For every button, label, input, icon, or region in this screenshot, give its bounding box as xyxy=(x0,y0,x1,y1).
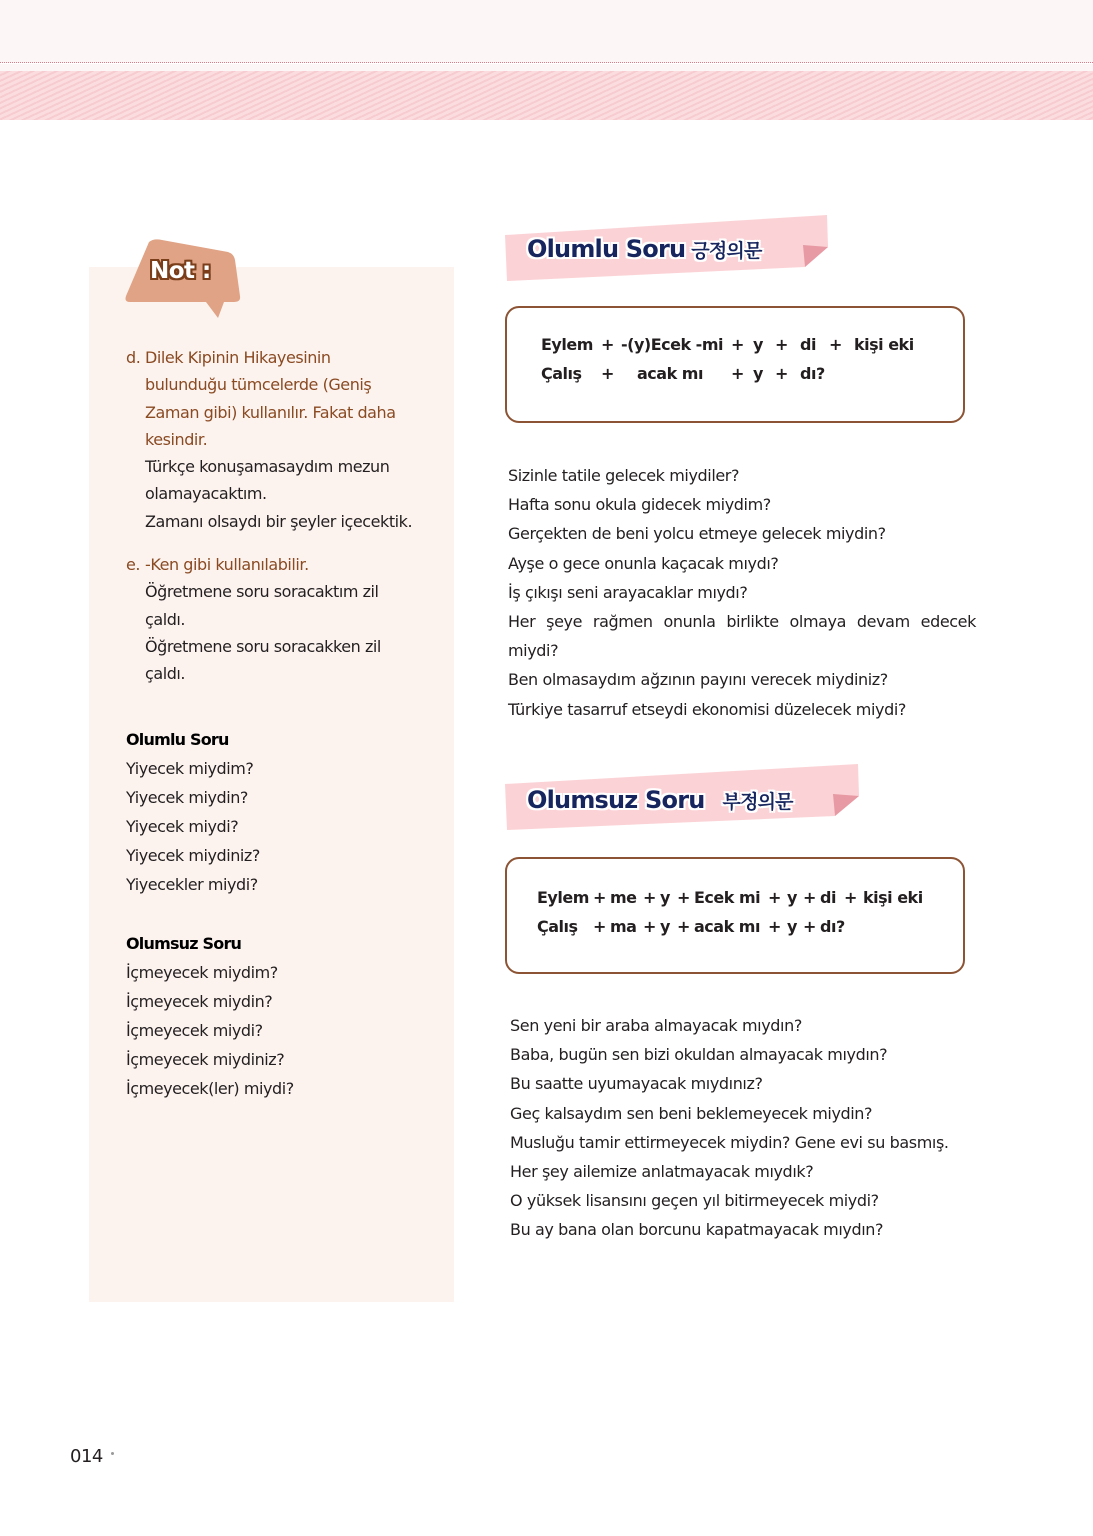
formula-term: Eylem xyxy=(537,888,589,907)
formula-plus: + xyxy=(643,888,656,907)
page-number-dot xyxy=(111,1452,114,1455)
example-sentence: Baba, bugün sen bizi okuldan almayacak mıydın? xyxy=(510,1045,888,1065)
note-example-line: Zamanı olsaydı bir şeyler içecektik. xyxy=(145,511,413,531)
note-item-e xyxy=(126,551,446,687)
formula-term: Eylem xyxy=(541,335,593,354)
formula-term: kişi eki xyxy=(863,888,923,907)
example-sentence: Her şey ailemize anlatmayacak mıydık? xyxy=(510,1162,814,1182)
formula-plus: + xyxy=(593,917,606,936)
formula-term: y xyxy=(753,335,763,354)
formula-term: Çalış xyxy=(537,917,578,936)
positive-examples xyxy=(508,461,976,724)
formula-term: kişi eki xyxy=(854,335,914,354)
formula-term: dı? xyxy=(820,917,845,936)
example-sentence: O yüksek lisansını geçen yıl bitirmeyecek miydi? xyxy=(510,1191,879,1211)
example-sentence: Ayşe o gece onunla kaçacak mıydı? xyxy=(508,553,779,573)
formula-term: y xyxy=(660,917,670,936)
note-rule-line: Zaman gibi) kullanılır. Fakat daha xyxy=(145,402,396,422)
list-item: Yiyecek miydim? xyxy=(126,759,254,778)
negative-title-ko: 부정의문 xyxy=(722,791,793,813)
list-item: Yiyecek miydi? xyxy=(126,817,239,836)
note-example-line: çaldı. xyxy=(145,609,186,629)
note-rule-line: -Ken gibi kullanılabilir. xyxy=(145,555,309,574)
formula-term: -(y)Ecek -mi xyxy=(621,335,723,354)
formula-term: Çalış xyxy=(541,364,582,383)
note-example-line: olamayacaktım. xyxy=(145,484,267,504)
formula-plus: + xyxy=(768,888,781,907)
formula-plus: + xyxy=(768,917,781,936)
note-item-d xyxy=(126,344,446,535)
note-example-line: Öğretmene soru soracaktım zil xyxy=(145,582,379,602)
list-item: İçmeyecek miydim? xyxy=(126,963,278,982)
formula-plus: + xyxy=(775,364,788,383)
negative-examples xyxy=(510,1011,978,1245)
formula-plus: + xyxy=(844,888,857,907)
formula-term: di xyxy=(820,888,836,907)
formula-plus: + xyxy=(601,364,614,383)
list-heading: Olumsuz Soru xyxy=(126,934,242,953)
formula-term: di xyxy=(800,335,816,354)
note-example-line: Öğretmene soru soracakken zil xyxy=(145,636,381,656)
formula-plus: + xyxy=(643,917,656,936)
example-sentence: Ben olmasaydım ağzının payını verecek miydiniz? xyxy=(508,670,888,690)
list-item: Yiyecekler miydi? xyxy=(126,875,258,894)
list-item: İçmeyecek miydi? xyxy=(126,1021,263,1040)
formula-plus: + xyxy=(775,335,788,354)
formula-term: dı? xyxy=(800,364,825,383)
note-title: Not : xyxy=(150,258,211,284)
note-rule-line: Dilek Kipinin Hikayesinin xyxy=(145,348,331,367)
formula-term: y xyxy=(787,917,797,936)
positive-title-ko: 긍정의문 xyxy=(691,240,762,262)
note-example-line: çaldı. xyxy=(145,664,186,684)
note-olumlu-list xyxy=(126,725,446,899)
formula-plus: + xyxy=(731,364,744,383)
formula-plus: + xyxy=(829,335,842,354)
example-sentence: İş çıkışı seni arayacaklar mıydı? xyxy=(508,582,748,602)
example-sentence: Her şeye rağmen onunla birlikte olmaya devam edecek xyxy=(508,612,976,632)
formula-term: y xyxy=(753,364,763,383)
list-item: Yiyecek miydin? xyxy=(126,788,248,807)
example-sentence: Gerçekten de beni yolcu etmeye gelecek miydin? xyxy=(508,524,886,544)
formula-plus: + xyxy=(803,888,816,907)
formula-plus: + xyxy=(803,917,816,936)
example-sentence: Musluğu tamir ettirmeyecek miydin? Gene evi su basmış. xyxy=(510,1132,949,1152)
list-item: Yiyecek miydiniz? xyxy=(126,846,260,865)
formula-term: Ecek mi xyxy=(694,888,761,907)
formula-term: y xyxy=(660,888,670,907)
note-example-line: Türkçe konuşamasaydım mezun xyxy=(145,457,390,477)
list-heading: Olumlu Soru xyxy=(126,730,229,749)
positive-title-tr: Olumlu Soru xyxy=(527,235,686,263)
list-item: İçmeyecek miydin? xyxy=(126,992,273,1011)
example-sentence: miydi? xyxy=(508,641,559,661)
list-item: İçmeyecek(ler) miydi? xyxy=(126,1079,294,1098)
note-rule-line: kesindir. xyxy=(145,429,208,449)
formula-plus: + xyxy=(731,335,744,354)
negative-title-tr: Olumsuz Soru xyxy=(527,786,705,814)
note-olumsuz-list xyxy=(126,929,446,1103)
header-dotted-divider xyxy=(0,62,1093,63)
example-sentence: Bu ay bana olan borcunu kapatmayacak mıydın? xyxy=(510,1220,884,1240)
header-gap xyxy=(0,64,1093,71)
formula-term: acak mı xyxy=(694,917,760,936)
formula-plus: + xyxy=(677,888,690,907)
header-stripe-band xyxy=(0,71,1093,120)
example-sentence: Sizinle tatile gelecek miydiler? xyxy=(508,466,740,485)
formula-plus: + xyxy=(593,888,606,907)
formula-term: acak mı xyxy=(637,364,703,383)
formula-term: ma xyxy=(610,917,637,936)
page-number: 014 xyxy=(70,1446,103,1467)
example-sentence: Hafta sonu okula gidecek miydim? xyxy=(508,495,771,515)
negative-section-title xyxy=(527,786,793,814)
formula-term: me xyxy=(610,888,637,907)
note-rule-line: bulunduğu tümcelerde (Geniş xyxy=(145,375,372,395)
example-sentence: Türkiye tasarruf etseydi ekonomisi düzelecek miydi? xyxy=(508,699,906,719)
negative-formula-box xyxy=(505,857,965,974)
example-sentence: Geç kalsaydım sen beni beklemeyecek miydin? xyxy=(510,1103,873,1123)
header-band xyxy=(0,0,1093,63)
formula-plus: + xyxy=(677,917,690,936)
example-sentence: Bu saatte uyumayacak mıydınız? xyxy=(510,1074,763,1094)
formula-term: y xyxy=(787,888,797,907)
note-marker: e. xyxy=(126,555,141,574)
positive-section-title xyxy=(527,235,762,263)
note-marker: d. xyxy=(126,348,141,367)
example-sentence: Sen yeni bir araba almayacak mıydın? xyxy=(510,1016,802,1035)
formula-plus: + xyxy=(601,335,614,354)
list-item: İçmeyecek miydiniz? xyxy=(126,1050,285,1069)
